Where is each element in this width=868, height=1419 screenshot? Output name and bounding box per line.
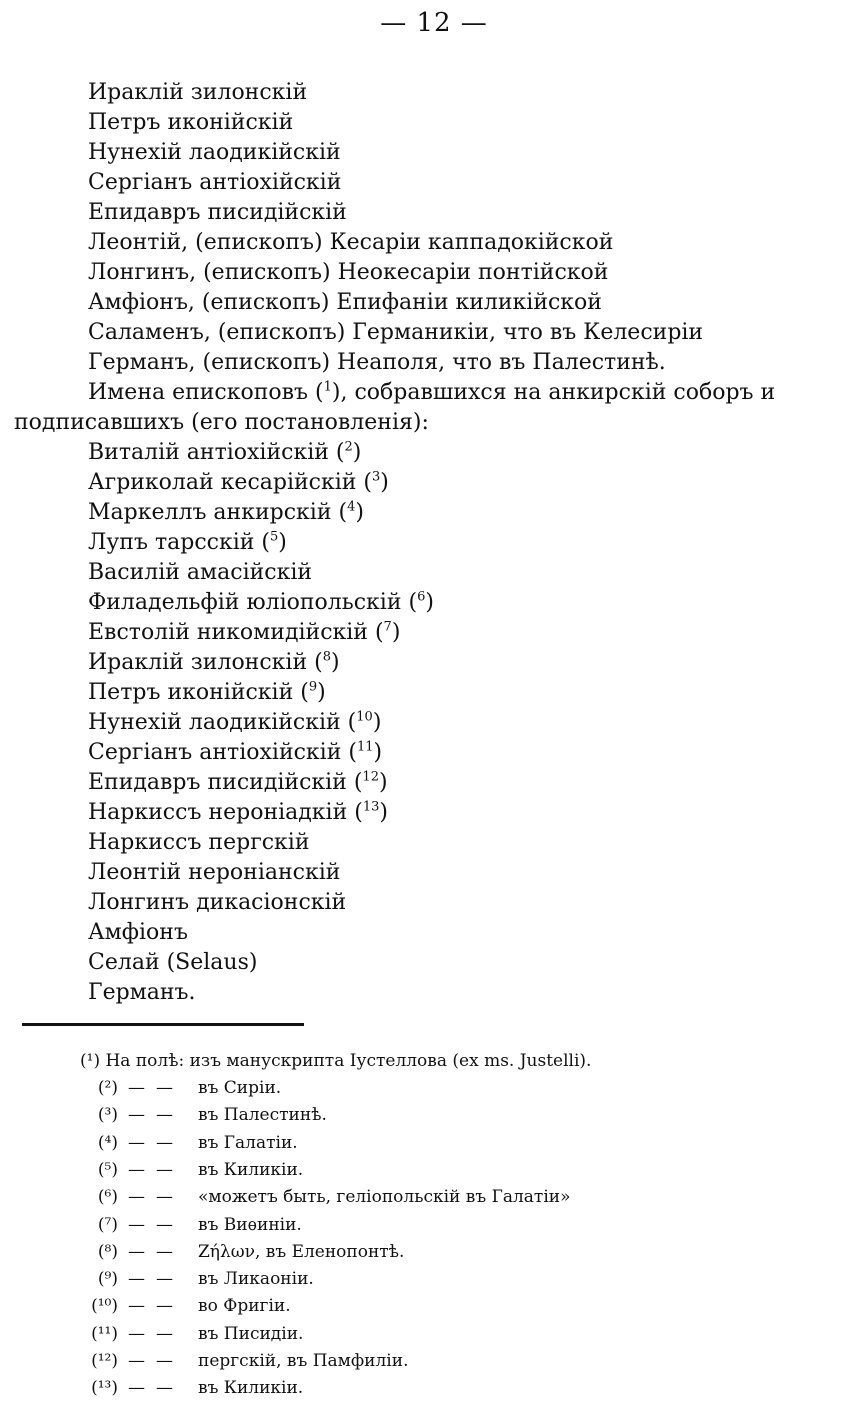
ditto-dash: — bbox=[128, 1296, 145, 1317]
page-number: — 12 — bbox=[380, 8, 488, 38]
ref-close: ) bbox=[380, 470, 389, 495]
list-item: Нунехій лаодикійскій bbox=[88, 140, 341, 165]
bishop-name: Ираклій зилонскій ( bbox=[88, 650, 323, 675]
list-item: Амфіонъ, (епископъ) Епифаніи киликійской bbox=[88, 290, 602, 315]
footnote-text: въ Ликаоніи. bbox=[198, 1269, 314, 1290]
list-item bbox=[88, 708, 381, 738]
bishop-name: Наркиссъ пергскій bbox=[88, 830, 310, 855]
footnote-ref: (²) bbox=[97, 1078, 118, 1098]
footnote-ref: (¹¹) bbox=[91, 1323, 118, 1344]
bishop-name: Леонтій нероніанскій bbox=[88, 860, 341, 885]
bishop-name: Виталій антіохійскій ( bbox=[88, 440, 345, 465]
footnote-ref: 11 bbox=[356, 739, 374, 755]
ditto-dash: — bbox=[128, 1105, 145, 1126]
ditto-dash: — bbox=[128, 1159, 145, 1180]
ditto-dash: — bbox=[128, 1323, 145, 1344]
list-item bbox=[88, 738, 382, 768]
ref-close: ) bbox=[372, 710, 382, 735]
footnote-ref: 1 bbox=[323, 379, 332, 395]
ditto-dash: — bbox=[128, 1214, 145, 1235]
footnote-ref: (⁶) bbox=[97, 1187, 118, 1208]
ditto-dash: — bbox=[128, 1132, 145, 1153]
bishop-name: Епидавръ писидійскій ( bbox=[88, 770, 363, 795]
footnote-text: въ Виѳиніи. bbox=[198, 1214, 302, 1235]
footnote-ref: (⁹) bbox=[97, 1269, 118, 1290]
footnote-ref: 4 bbox=[347, 499, 356, 515]
list-item: Сергіанъ антіохійскій bbox=[88, 170, 342, 195]
list-item: Епидавръ писидійскій bbox=[88, 200, 347, 225]
ref-close: ) bbox=[425, 590, 434, 615]
ditto-dash: — bbox=[156, 1323, 173, 1344]
bishop-name: Лонгинъ дикасіонскій bbox=[88, 890, 347, 915]
ref-close: ) bbox=[391, 620, 401, 645]
footnote-ref: 10 bbox=[356, 709, 373, 725]
list-item: Германъ, (епископъ) Неаполя, что въ Палестинѣ. bbox=[88, 350, 666, 375]
footnote-text: въ Киликіи. bbox=[198, 1159, 304, 1180]
list-item bbox=[88, 888, 346, 918]
list-item bbox=[88, 438, 361, 468]
ditto-dash: — bbox=[156, 1187, 173, 1208]
paragraph-text: Имена епископовъ ( bbox=[88, 380, 324, 405]
list-item bbox=[88, 678, 326, 708]
bishop-name: Евстолій никомидійскій ( bbox=[88, 620, 384, 645]
footnote-text: въ Сиріи. bbox=[198, 1078, 282, 1098]
footnote-divider bbox=[22, 1023, 304, 1026]
ref-close: ) bbox=[278, 530, 287, 555]
paragraph-line-2: подписавшихъ (его постановленія): bbox=[14, 410, 429, 435]
bishop-name: Амфіонъ bbox=[88, 920, 188, 945]
ditto-dash: — bbox=[156, 1105, 173, 1126]
list-item bbox=[88, 468, 389, 498]
footnote-text: въ Киликіи. bbox=[198, 1378, 304, 1399]
ditto-dash: — bbox=[156, 1269, 173, 1290]
footnote-text: пергскій, въ Памфиліи. bbox=[198, 1351, 409, 1371]
bishop-name: Агриколай кесарійскій ( bbox=[88, 470, 373, 495]
footnote-ref: 5 bbox=[270, 529, 279, 545]
list-item: Саламенъ, (епископъ) Германикіи, что въ Келесиріи bbox=[88, 320, 704, 345]
footnote-ref: (¹³) bbox=[91, 1378, 118, 1399]
ditto-dash: — bbox=[156, 1132, 173, 1153]
footnote-ref: 2 bbox=[344, 439, 353, 455]
list-item: Леонтій, (епископъ) Кесаріи каппадокійской bbox=[88, 230, 614, 255]
bishop-name: Василій амасійскій bbox=[88, 560, 313, 585]
footnote-text: въ Писидіи. bbox=[198, 1323, 304, 1344]
list-item: Ираклій зилонскій bbox=[88, 80, 308, 105]
ref-close: ) bbox=[379, 800, 388, 825]
footnote-ref: 13 bbox=[362, 799, 380, 815]
bishop-name: Германъ. bbox=[88, 980, 196, 1005]
bishop-name: Филадельфій юліопольскій ( bbox=[88, 590, 418, 615]
footnote-text: «можетъ быть, геліопольскій въ Галатіи» bbox=[198, 1187, 571, 1208]
ditto-dash: — bbox=[156, 1214, 173, 1235]
footnote-ref: 12 bbox=[362, 769, 379, 785]
ref-close: ) bbox=[352, 440, 362, 465]
list-item bbox=[88, 528, 287, 558]
footnote-ref: 3 bbox=[372, 469, 381, 485]
footnote-ref: 8 bbox=[322, 649, 331, 665]
footnote-ref: (³) bbox=[97, 1105, 118, 1126]
ditto-dash: — bbox=[128, 1351, 145, 1371]
bishop-name: Маркеллъ анкирскій ( bbox=[88, 500, 348, 525]
ref-close: ) bbox=[373, 740, 383, 765]
footnote-ref: (⁴) bbox=[97, 1132, 118, 1153]
footnote-ref: (⁵) bbox=[97, 1159, 118, 1180]
ditto-dash: — bbox=[128, 1078, 145, 1098]
ditto-dash: — bbox=[156, 1351, 173, 1371]
footnote-ref: (⁷) bbox=[97, 1214, 118, 1235]
footnote-ref: 9 bbox=[308, 679, 318, 695]
ditto-dash: — bbox=[156, 1296, 173, 1317]
ditto-dash: — bbox=[128, 1378, 145, 1399]
footnote-text: въ Галатіи. bbox=[198, 1132, 298, 1153]
footnote-text: въ Палестинѣ. bbox=[198, 1105, 327, 1126]
ditto-dash: — bbox=[128, 1187, 145, 1208]
list-item bbox=[88, 948, 257, 978]
list-item bbox=[88, 648, 340, 678]
ditto-dash: — bbox=[156, 1159, 173, 1180]
list-item bbox=[88, 978, 196, 1008]
list-item bbox=[88, 588, 434, 618]
footnote-text: Ζήλων, въ Еленопонтѣ. bbox=[198, 1241, 405, 1262]
ditto-dash: — bbox=[128, 1241, 145, 1262]
bishop-name: Селай (Selaus) bbox=[88, 950, 258, 975]
ditto-dash: — bbox=[156, 1078, 173, 1098]
footnote-text: (¹) На полѣ: изъ манускрипта Іустеллова (ex ms. Justelli). bbox=[80, 1051, 592, 1071]
footnote-ref: 7 bbox=[383, 619, 392, 635]
list-item bbox=[88, 618, 400, 648]
ref-close: ) bbox=[378, 770, 388, 795]
list-item bbox=[88, 858, 340, 888]
bishop-name: Наркиссъ нероніадкій ( bbox=[88, 800, 363, 825]
bishop-name: Лупъ тарсскій ( bbox=[88, 530, 270, 555]
footnote-ref: 6 bbox=[417, 589, 426, 605]
list-item bbox=[88, 798, 388, 828]
bishop-name: Нунехій лаодикійскій ( bbox=[88, 710, 357, 735]
ref-close: ) bbox=[355, 500, 364, 525]
ref-close: ) bbox=[317, 680, 326, 705]
bishop-name: Петръ иконійскій ( bbox=[88, 680, 309, 705]
bishop-name: Сергіанъ антіохійскій ( bbox=[88, 740, 357, 765]
ditto-dash: — bbox=[156, 1378, 173, 1399]
footnote-text: во Фригіи. bbox=[198, 1296, 291, 1317]
ref-close: ) bbox=[330, 650, 340, 675]
list-item bbox=[88, 498, 364, 528]
list-item bbox=[88, 918, 188, 948]
paragraph-line-1 bbox=[88, 378, 854, 408]
ditto-dash: — bbox=[128, 1269, 145, 1290]
list-item bbox=[88, 828, 310, 858]
paragraph-text: ), собравшихся на анкирскій соборъ и bbox=[331, 380, 776, 405]
list-item bbox=[88, 768, 388, 798]
footnote-ref: (¹²) bbox=[91, 1351, 118, 1371]
list-item bbox=[88, 558, 312, 588]
list-item: Лонгинъ, (епископъ) Неокесаріи понтійской bbox=[88, 260, 609, 285]
footnote-ref: (⁸) bbox=[97, 1241, 118, 1262]
footnote-ref: (¹⁰) bbox=[91, 1296, 118, 1317]
list-item: Петръ иконійскій bbox=[88, 110, 294, 135]
ditto-dash: — bbox=[156, 1241, 173, 1262]
